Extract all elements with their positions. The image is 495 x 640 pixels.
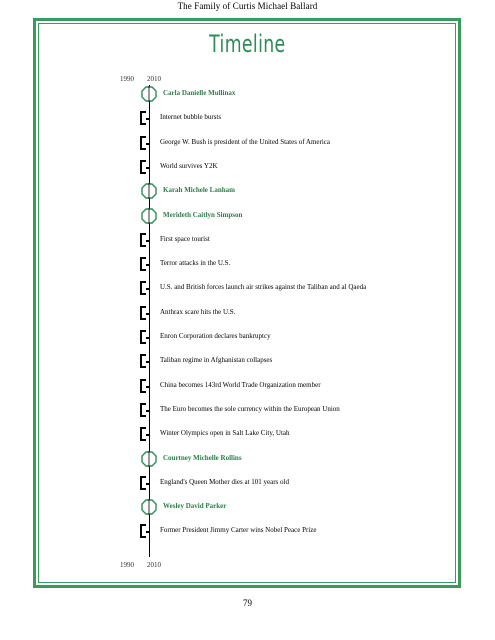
timeline-event-label: Terror attacks in the U.S. xyxy=(160,259,231,268)
bracket-icon xyxy=(140,257,146,271)
timeline-event-label: U.S. and British forces launch air strikes against the Taliban and al Qaeda xyxy=(160,283,367,292)
timeline-event-label: Enron Corporation declares bankruptcy xyxy=(160,332,271,340)
octagon-icon xyxy=(141,208,157,224)
timeline-person-label: Carla Danielle Mullinax xyxy=(163,89,236,97)
timeline-event-label: Taliban regime in Afghanistan collapses xyxy=(160,356,273,365)
timeline-axis xyxy=(149,85,150,557)
axis-start-year-top: 1990 xyxy=(120,75,134,83)
page-frame-inner xyxy=(38,23,456,583)
octagon-icon xyxy=(141,451,157,467)
bracket-icon xyxy=(140,111,146,125)
timeline-person-label: Courtney Michelle Rollins xyxy=(163,453,242,462)
page-number: 79 xyxy=(243,598,252,608)
bracket-icon xyxy=(140,403,146,417)
bracket-icon xyxy=(140,354,146,368)
bracket-icon xyxy=(140,330,146,344)
bracket-icon xyxy=(140,160,146,174)
bracket-icon xyxy=(140,136,146,150)
axis-end-year-top: 2010 xyxy=(147,75,161,83)
octagon-icon xyxy=(141,183,157,199)
bracket-icon xyxy=(140,281,146,295)
timeline-person-label: Wesley David Parker xyxy=(163,502,227,511)
bracket-icon xyxy=(140,379,146,393)
timeline-event-label: Anthrax scare hits the U.S. xyxy=(160,307,236,316)
timeline-event-label: Former President Jimmy Carter wins Nobel Peace Prize xyxy=(160,526,317,535)
bracket-icon xyxy=(140,427,146,441)
bracket-icon xyxy=(140,233,146,247)
axis-end-year-bottom: 2010 xyxy=(147,561,161,569)
running-header: The Family of Curtis Michael Ballard xyxy=(177,1,318,11)
octagon-icon xyxy=(141,499,157,515)
timeline-event-label: World survives Y2K xyxy=(160,161,218,170)
octagon-icon xyxy=(141,86,157,102)
timeline-person-label: Merideth Caitlyn Simpson xyxy=(163,210,243,219)
bracket-icon xyxy=(140,306,146,320)
timeline-event-label: George W. Bush is president of the United States of America xyxy=(160,137,330,146)
bracket-icon xyxy=(140,476,146,490)
axis-start-year-bottom: 1990 xyxy=(120,561,134,569)
timeline-event-label: England's Queen Mother dies at 101 years old xyxy=(160,477,289,486)
page-title: Timeline xyxy=(209,30,286,58)
timeline-event-label: First space tourist xyxy=(160,234,210,243)
bracket-icon xyxy=(140,524,146,538)
timeline-event-label: Internet bubble bursts xyxy=(160,113,222,122)
timeline-event-label: Winter Olympics open in Salt Lake City, Utah xyxy=(160,429,290,438)
timeline-event-label: China becomes 143rd World Trade Organization member xyxy=(160,380,321,389)
timeline-person-label: Karah Michele Lanham xyxy=(163,186,235,195)
timeline-event-label: The Euro becomes the sole currency within the European Union xyxy=(160,404,340,413)
